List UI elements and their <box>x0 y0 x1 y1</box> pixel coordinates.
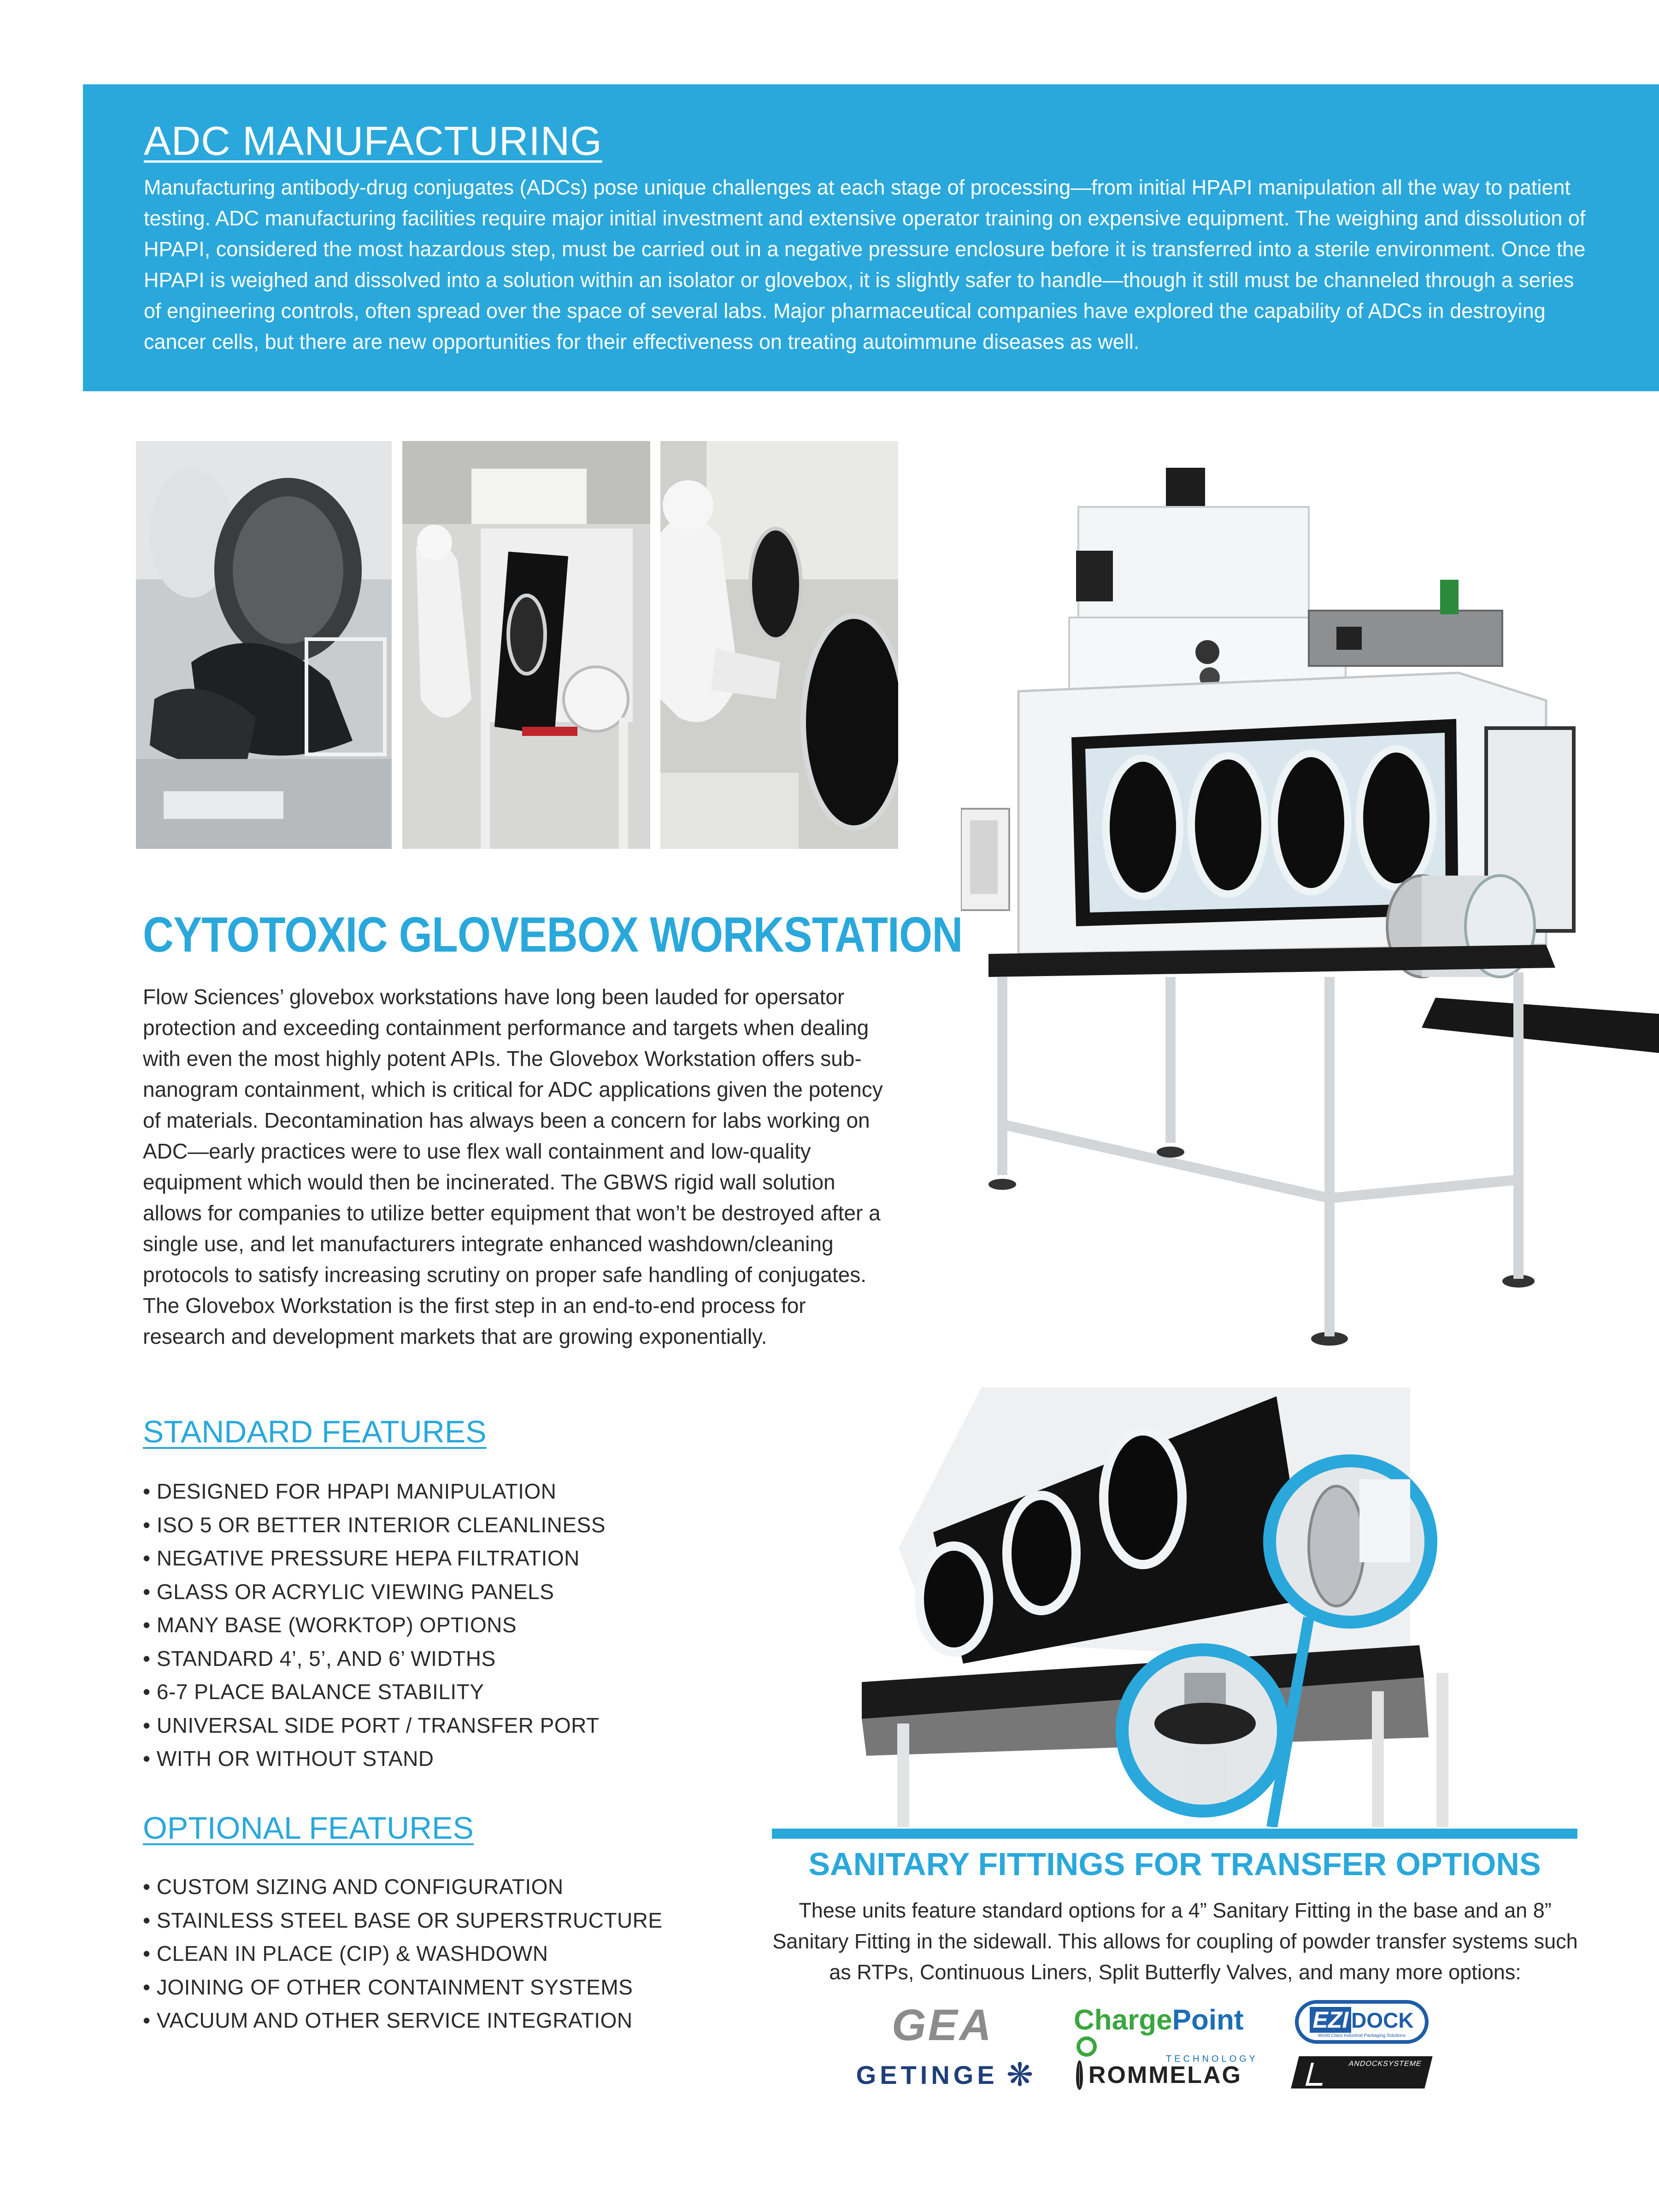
list-item: • GLASS OR ACRYLIC VIEWING PANELS <box>143 1575 606 1609</box>
list-item: • 6-7 PLACE BALANCE STABILITY <box>143 1675 606 1709</box>
sanitary-divider <box>772 1829 1577 1839</box>
sanitary-fittings-image <box>843 1387 1512 1827</box>
andock-figure-icon <box>1306 2063 1328 2086</box>
rommelag-logo: ROMMELAG <box>1076 2055 1242 2094</box>
list-item: • NEGATIVE PRESSURE HEPA FILTRATION <box>143 1541 606 1575</box>
optional-features-heading: OPTIONAL FEATURES <box>143 1811 474 1846</box>
chargepoint-mark-icon <box>1077 2036 1097 2057</box>
intro-paragraph: Manufacturing antibody-drug conjugates (ADCs) pose unique challenges at each stage of processing—from initial HPAPI manipulation all the way to patient testing. ADC manufacturing facilities require major initial investment and extensive operator training on expensive equipment. The weighing and dissolution of HPAPI, considered the most hazardous step, must be carried out in a negative pressure enclosure before it is transferred into a sterile environment. Once the HPAPI is weighed and dissolved into a solution within an isolator or glovebox, it is slightly safer to handle—though it still must be channeled through a series of engineering controls, often spread over the space of several labs. Major pharmaceutical companies have explored the capability of ADCs in destroying cancer cells, but there are new opportunities for their effectiveness on treating autoimmune diseases as well. <box>144 176 1586 353</box>
list-item: • CUSTOM SIZING AND CONFIGURATION <box>143 1870 663 1904</box>
list-item: • JOINING OF OTHER CONTAINMENT SYSTEMS <box>143 1971 663 2004</box>
chargepoint-logo: ChargePoint TECHNOLOGY <box>1074 2004 1259 2064</box>
getinge-asterisk-icon: ❋ <box>1006 2057 1034 2093</box>
getinge-logo: GETINGE ❋ <box>856 2057 1034 2093</box>
sanitary-description: These units feature standard options for a 4” Sanitary Fitting in the base and an 8” Sanitary Fitting in the sidewall. This allows for coupling of powder transfer systems such as RTPs, Continuous Liners, Split Butterfly Valves, and many more options: <box>772 1899 1578 1984</box>
section-title-glovebox-workstation: CYTOTOXIC GLOVEBOX WORKSTATION <box>143 906 963 962</box>
ezidock-logo: EZI DOCK World Class Industrial Packaging Solutions <box>1295 2000 1429 2044</box>
glovebox-description: Flow Sciences’ glovebox workstations have long been lauded for opersator protection and exceeding containment performance and targets when dealing with even the most highly potent APIs. The Glovebox Workstation offers sub-nanogram containment, which is critical for ADC applications given the potency of materials. Decontamination has always been a concern for labs working on ADC—early practices were to use flex wall containment and low-quality equipment which would then be incinerated. The GBWS rigid wall solution allows for companies to utilize better equipment that won’t be destroyed after a single use, and let manufacturers integrate enhanced washdown/cleaning protocols to satisfy increasing scrutiny on proper safe handling of conjugates. The Glovebox Workstation is the first step in an end-to-end process for research and development markets that are growing exponentially. <box>143 985 883 1348</box>
glovebox-workstation-image <box>961 461 1659 1359</box>
section-title-sanitary-fittings: SANITARY FITTINGS FOR TRANSFER OPTIONS <box>808 1846 1541 1882</box>
list-item: • UNIVERSAL SIDE PORT / TRANSFER PORT <box>143 1709 606 1742</box>
list-item: • STAINLESS STEEL BASE OR SUPERSTRUCTURE <box>143 1904 663 1937</box>
standard-features-heading: STANDARD FEATURES <box>143 1414 487 1449</box>
list-item: • WITH OR WITHOUT STAND <box>143 1742 606 1776</box>
list-item: • MANY BASE (WORKTOP) OPTIONS <box>143 1608 606 1642</box>
header-band <box>83 84 1659 391</box>
section-title-adc-manufacturing: ADC MANUFACTURING <box>144 118 602 164</box>
optional-features-list <box>143 1870 663 2037</box>
list-item: • DESIGNED FOR HPAPI MANIPULATION <box>143 1475 606 1508</box>
list-item: • ISO 5 OR BETTER INTERIOR CLEANLINESS <box>143 1508 606 1542</box>
photo-gloved-hands <box>136 441 392 849</box>
photo-operator-at-glovebox <box>402 441 650 849</box>
andocksysteme-logo: ANDOCKSYSTEME <box>1291 2056 1432 2088</box>
standard-features-list <box>143 1475 606 1776</box>
photo-operator-closeup <box>660 441 898 849</box>
rommelag-drop-icon <box>1076 2060 1083 2090</box>
gea-logo: GEA <box>891 2000 994 2050</box>
list-item: • CLEAN IN PLACE (CIP) & WASHDOWN <box>143 1937 663 1971</box>
list-item: • VACUUM AND OTHER SERVICE INTEGRATION <box>143 2004 663 2037</box>
list-item: • STANDARD 4’, 5’, AND 6’ WIDTHS <box>143 1642 606 1676</box>
